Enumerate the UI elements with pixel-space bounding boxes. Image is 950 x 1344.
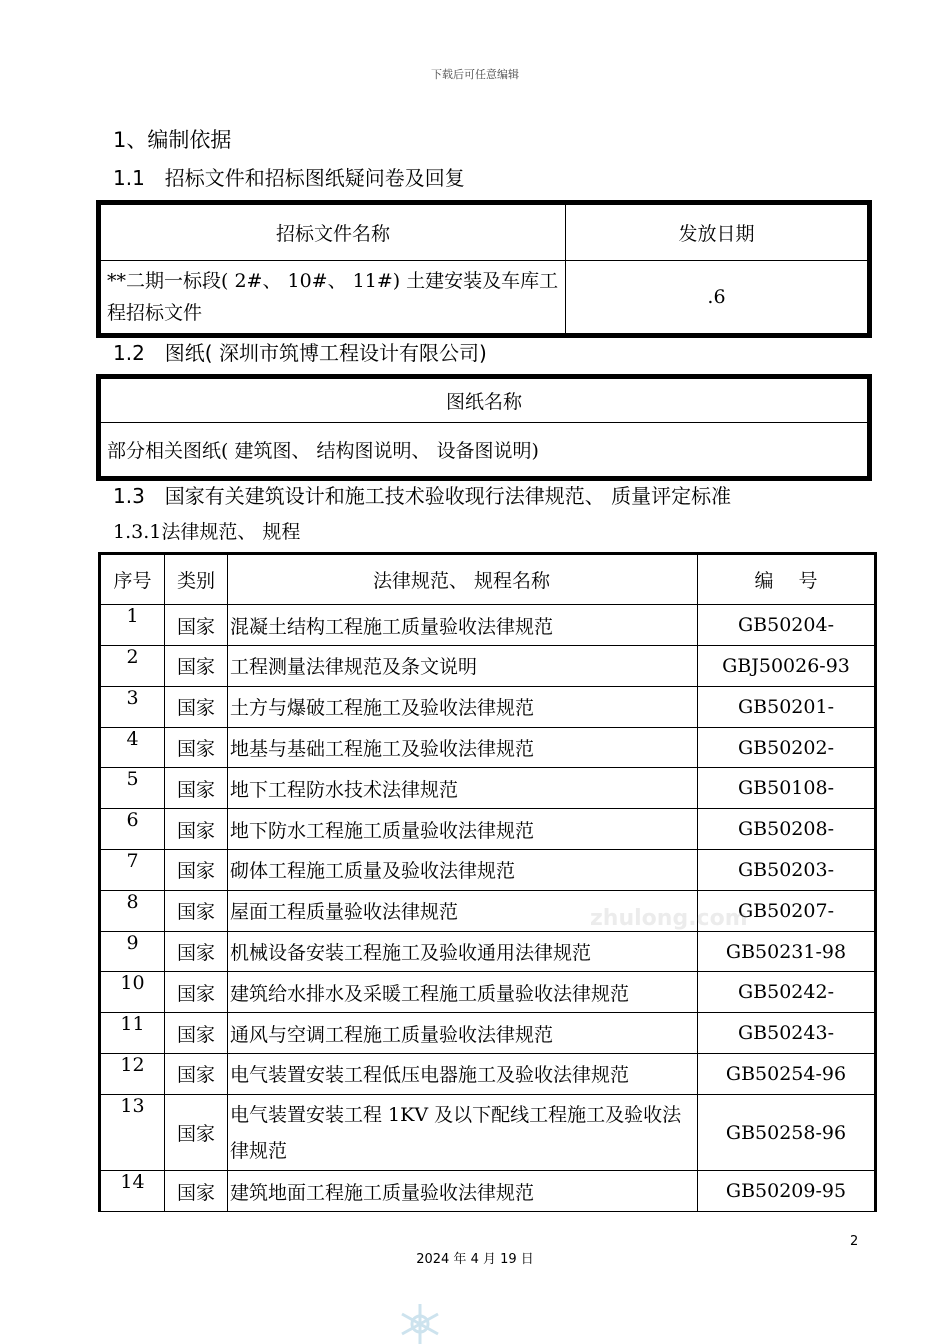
table-cell: GB50207- — [698, 890, 875, 931]
table-cell: GB50204- — [698, 605, 875, 646]
table-cell: 国家 — [165, 646, 228, 687]
drawings-table — [96, 374, 872, 481]
table-cell: 建筑地面工程施工质量验收法律规范 — [228, 1171, 698, 1212]
table-row — [101, 850, 875, 891]
footer-date: 2024 年 4 月 19 日 — [416, 1252, 534, 1267]
table-cell: 国家 — [165, 850, 228, 891]
table-cell: 地下防水工程施工质量验收法律规范 — [228, 809, 698, 850]
bid-documents-table — [96, 200, 872, 338]
table-cell: 9 — [101, 931, 165, 972]
section-heading-1-1: 1.1 招标文件和招标图纸疑问卷及回复 — [113, 166, 465, 190]
table-row — [101, 605, 875, 646]
table-cell: 国家 — [165, 605, 228, 646]
table-cell: 砌体工程施工质量及验收法律规范 — [228, 850, 698, 891]
table-row — [101, 809, 875, 850]
table-cell: GBJ50026-93 — [698, 646, 875, 687]
table-row — [101, 768, 875, 809]
table-cell: .6 — [566, 261, 868, 334]
table-cell: GB50108- — [698, 768, 875, 809]
table-cell: 国家 — [165, 686, 228, 727]
table-row — [101, 1171, 875, 1212]
table-row — [101, 646, 875, 687]
section-heading-1: 1、编制依据 — [113, 128, 232, 152]
table-cell: 10 — [101, 972, 165, 1013]
table-cell: 混凝土结构工程施工质量验收法律规范 — [228, 605, 698, 646]
table-cell: 国家 — [165, 1013, 228, 1054]
table-row — [101, 931, 875, 972]
table-header-cell: 图纸名称 — [101, 379, 868, 423]
section-heading-1-3: 1.3 国家有关建筑设计和施工技术验收现行法律规范、 质量评定标准 — [113, 484, 732, 508]
table-cell: 建筑给水排水及采暖工程施工质量验收法律规范 — [228, 972, 698, 1013]
table-cell: 1 — [101, 605, 165, 646]
table-row — [101, 1054, 875, 1095]
table-cell: 工程测量法律规范及条文说明 — [228, 646, 698, 687]
table-row — [101, 972, 875, 1013]
table-cell: 国家 — [165, 768, 228, 809]
snowflake-logo-icon — [396, 1300, 444, 1344]
table-header-cell: 编 号 — [698, 555, 875, 605]
table-cell: 国家 — [165, 890, 228, 931]
table-cell: **二期一标段( 2#、 10#、 11#) 土建安装及车库工程招标文件 — [101, 261, 566, 334]
table-header-cell: 序号 — [101, 555, 165, 605]
table-cell: 机械设备安装工程施工及验收通用法律规范 — [228, 931, 698, 972]
header-note: 下载后可任意编辑 — [431, 68, 519, 81]
table-row — [101, 1094, 875, 1170]
table-header-cell: 招标文件名称 — [101, 205, 566, 261]
table-header-cell: 法律规范、 规程名称 — [228, 555, 698, 605]
table-cell: 电气装置安装工程 1KV 及以下配线工程施工及验收法律规范 — [228, 1094, 698, 1170]
table-cell: GB50243- — [698, 1013, 875, 1054]
table-cell: GB50209-95 — [698, 1171, 875, 1212]
table-cell: 13 — [101, 1094, 165, 1170]
table-cell: 12 — [101, 1054, 165, 1095]
table-cell: GB50203- — [698, 850, 875, 891]
table-cell: 通风与空调工程施工质量验收法律规范 — [228, 1013, 698, 1054]
table-cell: GB50208- — [698, 809, 875, 850]
table-cell: 6 — [101, 809, 165, 850]
table-cell: 国家 — [165, 972, 228, 1013]
page-number: 2 — [850, 1234, 859, 1249]
table-cell: GB50202- — [698, 727, 875, 768]
table-cell: 土方与爆破工程施工及验收法律规范 — [228, 686, 698, 727]
table-cell: GB50242- — [698, 972, 875, 1013]
section-heading-1-2: 1.2 图纸( 深圳市筑博工程设计有限公司) — [113, 341, 487, 365]
table-cell: 11 — [101, 1013, 165, 1054]
table-cell: 8 — [101, 890, 165, 931]
table-row — [101, 890, 875, 931]
table-cell: 14 — [101, 1171, 165, 1212]
table-cell: 部分相关图纸( 建筑图、 结构图说明、 设备图说明) — [101, 423, 868, 477]
table-cell: 4 — [101, 727, 165, 768]
table-header-cell: 发放日期 — [566, 205, 868, 261]
table-cell: 国家 — [165, 931, 228, 972]
table-cell: GB50258-96 — [698, 1094, 875, 1170]
table-cell: GB50201- — [698, 686, 875, 727]
table-cell: 3 — [101, 686, 165, 727]
table-row — [101, 727, 875, 768]
table-cell: 地基与基础工程施工及验收法律规范 — [228, 727, 698, 768]
table-cell: 国家 — [165, 1094, 228, 1170]
table-cell: 7 — [101, 850, 165, 891]
watermark: zhulong.com — [590, 906, 748, 931]
table-cell: 5 — [101, 768, 165, 809]
table-cell: 国家 — [165, 1171, 228, 1212]
table-row — [101, 1013, 875, 1054]
table-cell: 2 — [101, 646, 165, 687]
table-cell: GB50231-98 — [698, 931, 875, 972]
section-heading-1-3-1: 1.3.1法律规范、 规程 — [113, 521, 301, 543]
table-cell: 国家 — [165, 809, 228, 850]
table-cell: 屋面工程质量验收法律规范 — [228, 890, 698, 931]
table-row — [101, 686, 875, 727]
table-cell: 地下工程防水技术法律规范 — [228, 768, 698, 809]
table-cell: GB50254-96 — [698, 1054, 875, 1095]
table-cell: 国家 — [165, 1054, 228, 1095]
table-cell: 电气装置安装工程低压电器施工及验收法律规范 — [228, 1054, 698, 1095]
table-cell: 国家 — [165, 727, 228, 768]
regulations-table — [98, 552, 877, 1212]
table-header-cell: 类别 — [165, 555, 228, 605]
